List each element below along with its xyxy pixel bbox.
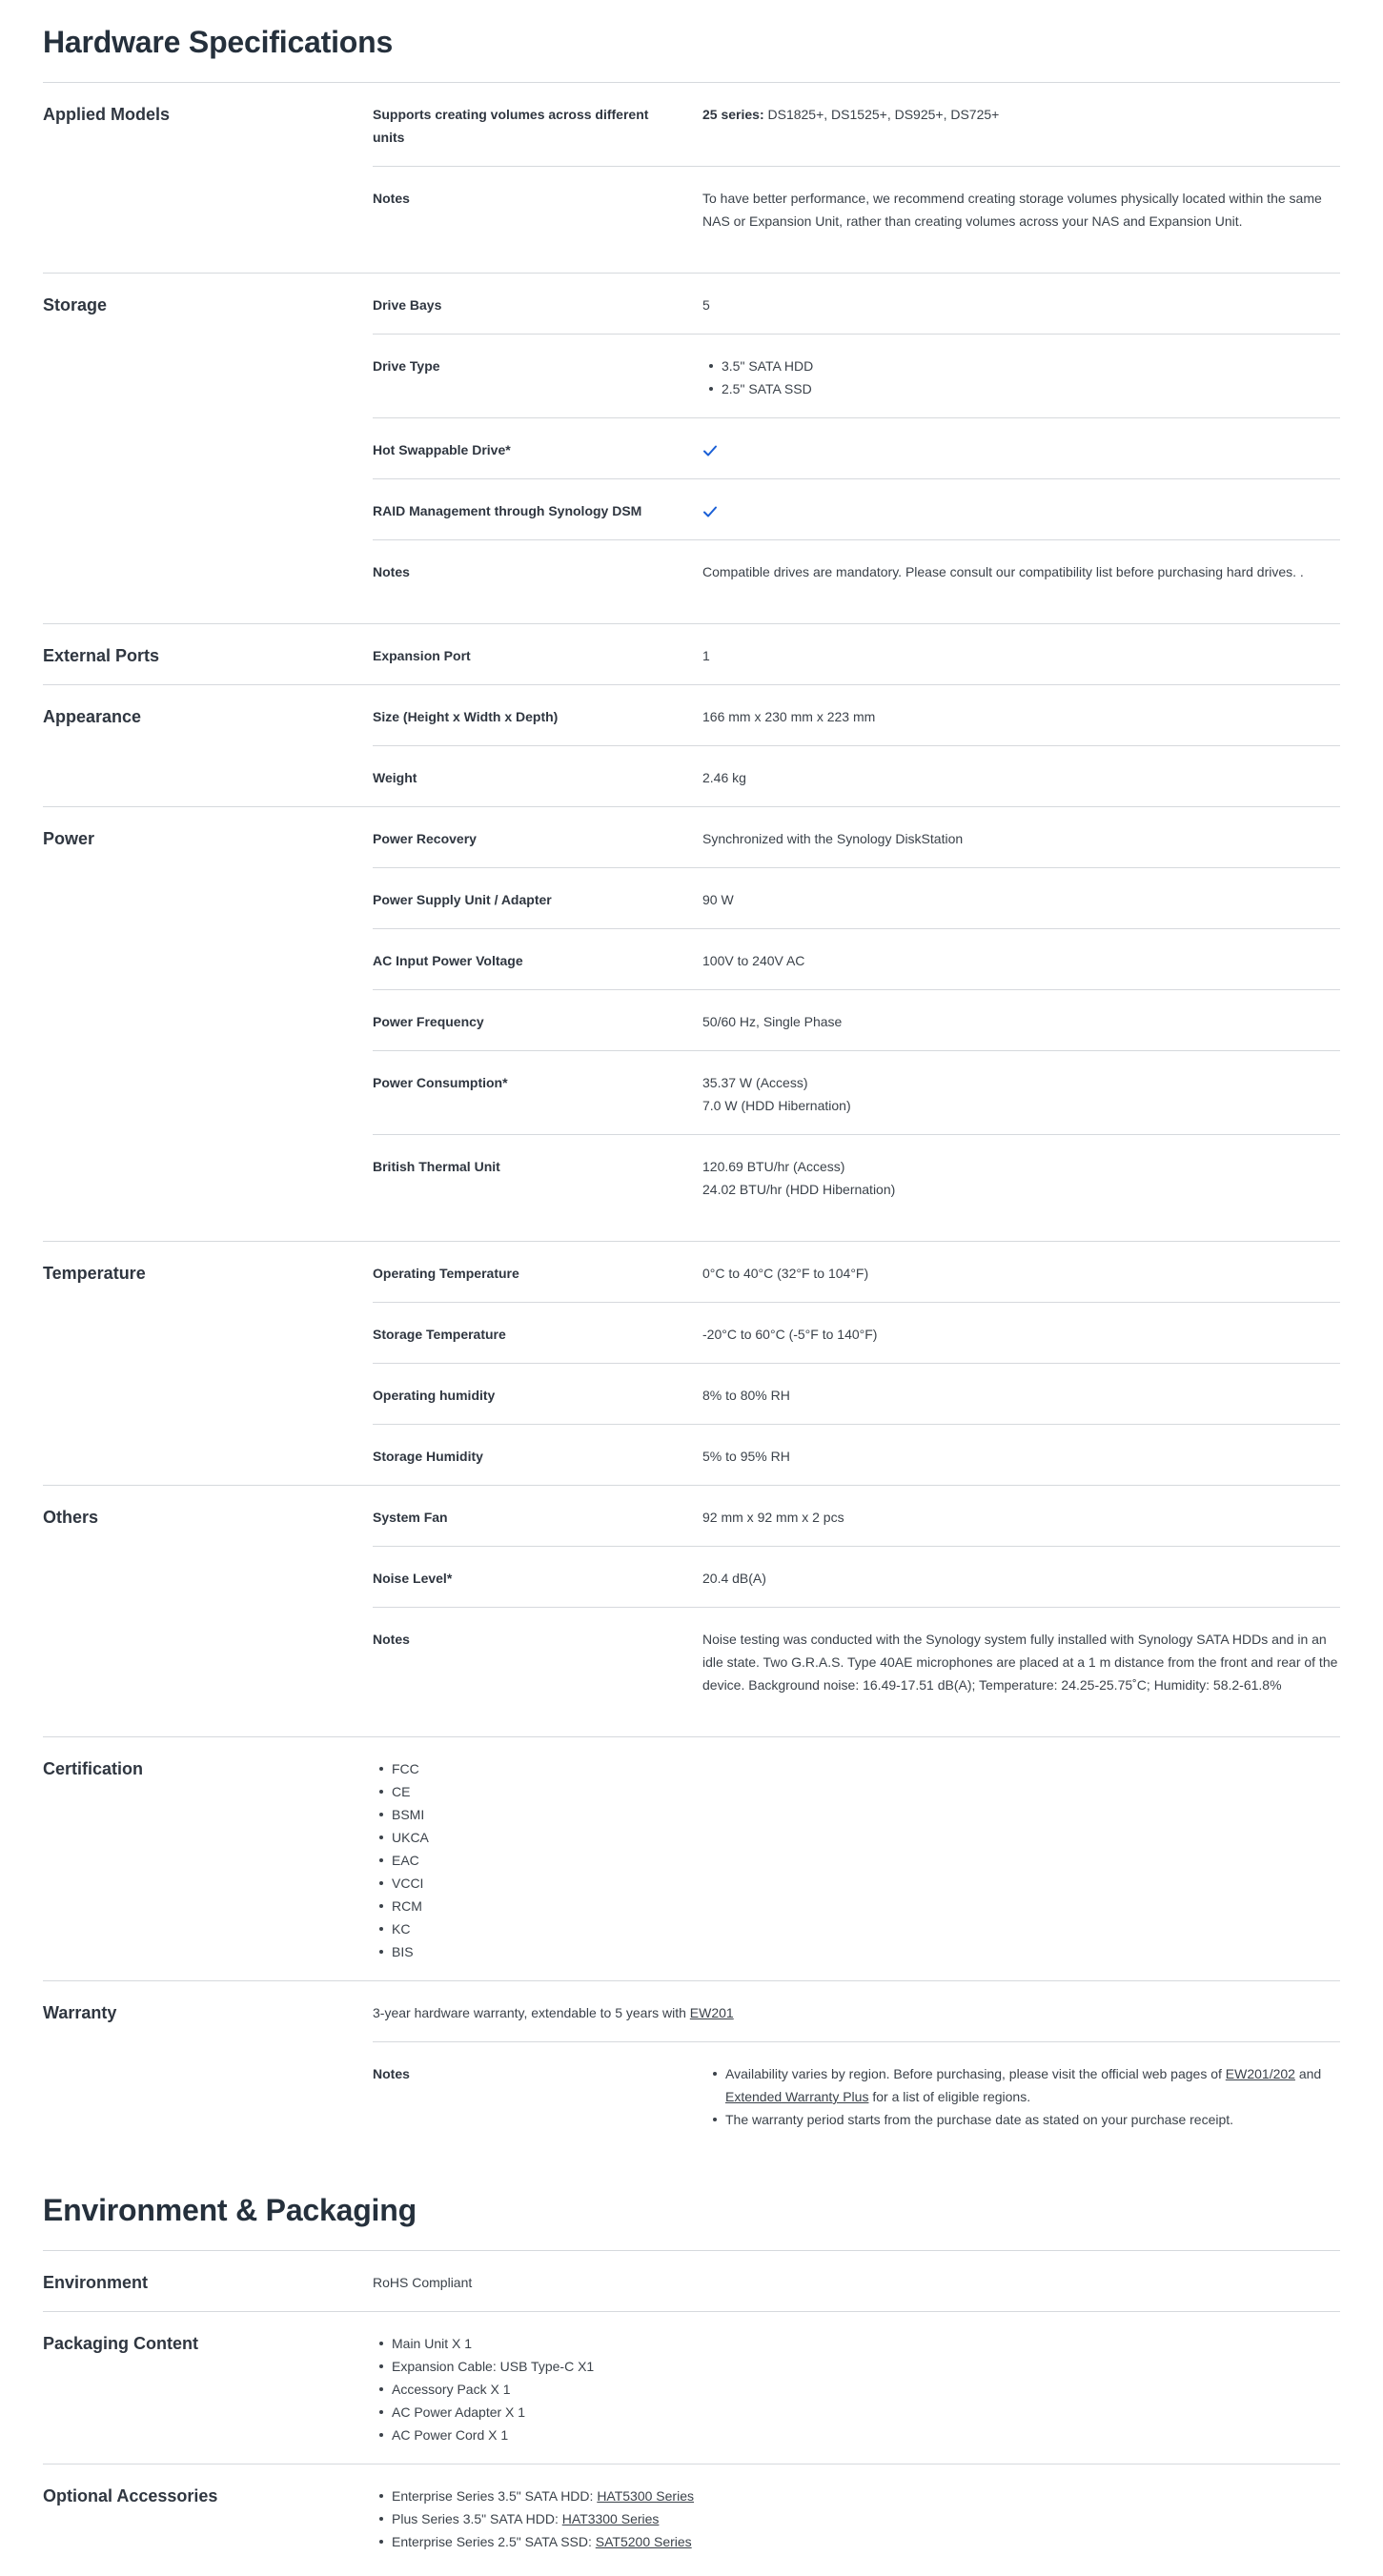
label-notes: Notes xyxy=(373,1632,410,1647)
value-ac-voltage: 100V to 240V AC xyxy=(702,953,805,968)
label-noise-level: Noise Level* xyxy=(373,1571,453,1586)
value-applied-notes: To have better performance, we recommend creating storage volumes physically located within the same NAS or Expansion Unit, rather than creating volumes across your NAS and Expansion Unit. xyxy=(702,191,1322,229)
category-packaging-content: Packaging Content xyxy=(43,2334,199,2353)
label-operating-temperature: Operating Temperature xyxy=(373,1266,519,1281)
category-external-ports: External Ports xyxy=(43,646,160,665)
value-warranty xyxy=(373,2001,1326,2024)
value-raid-management xyxy=(702,503,1351,526)
list-item: BIS xyxy=(392,1940,1326,1963)
list-item: BSMI xyxy=(392,1803,1326,1826)
list-item xyxy=(392,2530,1326,2553)
value-environment: RoHS Compliant xyxy=(373,2275,473,2290)
divider xyxy=(373,989,1340,990)
divider xyxy=(373,334,1340,335)
value-power-frequency: 50/60 Hz, Single Phase xyxy=(702,1014,843,1029)
value-size: 166 mm x 230 mm x 223 mm xyxy=(702,709,876,724)
environment-packaging-title: Environment & Packaging xyxy=(43,2193,417,2227)
label-drive-type: Drive Type xyxy=(373,358,440,374)
list-item: FCC xyxy=(392,1757,1326,1780)
divider xyxy=(373,1134,1340,1135)
category-warranty: Warranty xyxy=(43,2003,117,2022)
note-text: and xyxy=(1294,2066,1322,2081)
divider xyxy=(373,1607,1340,1608)
label-size: Size (Height x Width x Depth) xyxy=(373,709,559,724)
note-text: Availability varies by region. Before purchasing, please visit the official web pages of xyxy=(725,2066,1226,2081)
category-certification: Certification xyxy=(43,1759,144,1778)
list-item: Expansion Cable: USB Type-C X1 xyxy=(392,2355,1326,2378)
divider xyxy=(43,1485,1340,1486)
list-item: KC xyxy=(392,1917,1326,1940)
label-notes: Notes xyxy=(373,191,410,206)
series-label: 25 series: xyxy=(702,107,764,122)
label-notes: Notes xyxy=(373,2066,410,2081)
list-item xyxy=(392,2485,1326,2507)
value-operating-humidity: 8% to 80% RH xyxy=(702,1388,790,1403)
label-storage-temperature: Storage Temperature xyxy=(373,1327,506,1342)
divider xyxy=(43,1980,1340,1981)
value-operating-temperature: 0°C to 40°C (32°F to 104°F) xyxy=(702,1266,869,1281)
divider xyxy=(373,2041,1340,2042)
note-text: for a list of eligible regions. xyxy=(868,2089,1031,2104)
value-series xyxy=(702,103,1351,126)
value-storage-notes: Compatible drives are mandatory. Please consult our compatibility list before purchasing hard drives. . xyxy=(702,564,1304,579)
hat3300-series-link[interactable]: HAT3300 Series xyxy=(561,2511,660,2526)
value-btu xyxy=(702,1155,1351,1201)
divider xyxy=(43,2311,1340,2312)
value-drive-bays: 5 xyxy=(702,297,710,313)
divider xyxy=(43,82,1340,83)
label-power-consumption: Power Consumption* xyxy=(373,1075,508,1090)
divider xyxy=(373,745,1340,746)
list-item: AC Power Cord X 1 xyxy=(392,2424,1326,2446)
btu-access: 120.69 BTU/hr (Access) xyxy=(702,1159,845,1174)
checkmark-icon xyxy=(702,443,718,458)
value-storage-humidity: 5% to 95% RH xyxy=(702,1449,790,1464)
list-item: The warranty period starts from the purchase date as stated on your purchase receipt. xyxy=(725,2108,1354,2131)
divider xyxy=(43,1736,1340,1737)
warranty-text: 3-year hardware warranty, extendable to 5 years with xyxy=(373,2005,690,2020)
value-hot-swappable xyxy=(702,442,1351,465)
divider xyxy=(373,478,1340,479)
list-item: 2.5" SATA SSD xyxy=(722,377,1351,400)
divider xyxy=(373,539,1340,540)
list-item: VCCI xyxy=(392,1872,1326,1895)
divider xyxy=(43,684,1340,685)
value-warranty-notes xyxy=(706,2062,1354,2131)
label-drive-bays: Drive Bays xyxy=(373,297,442,313)
divider xyxy=(373,928,1340,929)
label-storage-humidity: Storage Humidity xyxy=(373,1449,483,1464)
ew201-link[interactable]: EW201 xyxy=(689,2005,734,2020)
consumption-hibernation: 7.0 W (HDD Hibernation) xyxy=(702,1098,851,1113)
category-environment: Environment xyxy=(43,2273,149,2292)
divider xyxy=(43,2250,1340,2251)
certification-list xyxy=(373,1757,1326,1963)
list-item: CE xyxy=(392,1780,1326,1803)
label-system-fan: System Fan xyxy=(373,1510,448,1525)
category-optional-accessories: Optional Accessories xyxy=(43,2486,218,2505)
label-ac-voltage: AC Input Power Voltage xyxy=(373,953,523,968)
value-weight: 2.46 kg xyxy=(702,770,746,785)
category-applied-models: Applied Models xyxy=(43,105,171,124)
category-temperature: Temperature xyxy=(43,1264,146,1283)
extended-warranty-plus-link[interactable]: Extended Warranty Plus xyxy=(725,2089,869,2104)
sat5200-series-link[interactable]: SAT5200 Series xyxy=(595,2534,692,2549)
list-item: RCM xyxy=(392,1895,1326,1917)
divider xyxy=(43,623,1340,624)
label-supports-volumes: Supports creating volumes across different units xyxy=(373,107,649,145)
value-noise-notes: Noise testing was conducted with the Synology system fully installed with Synology SATA HDDs and in an idle state. Two G.R.A.S. Type 40AE microphones are placed at a 1 m distance from the front and rear of the device. Background noise: 16.49-17.51 dB(A); Temperature: 24.25-25.75˚C; Humidity: 58.2-61.8% xyxy=(702,1632,1338,1693)
divider xyxy=(43,1241,1340,1242)
divider xyxy=(373,867,1340,868)
value-power-consumption xyxy=(702,1071,1351,1117)
consumption-access: 35.37 W (Access) xyxy=(702,1075,808,1090)
list-item: 3.5" SATA HDD xyxy=(722,355,1351,377)
value-psu: 90 W xyxy=(702,892,734,907)
value-storage-temperature: -20°C to 60°C (-5°F to 140°F) xyxy=(702,1327,878,1342)
btu-hibernation: 24.02 BTU/hr (HDD Hibernation) xyxy=(702,1182,896,1197)
list-item: UKCA xyxy=(392,1826,1326,1849)
label-btu: British Thermal Unit xyxy=(373,1159,500,1174)
category-power: Power xyxy=(43,829,95,848)
accessory-text: Enterprise Series 3.5" SATA HDD: xyxy=(392,2488,598,2504)
divider xyxy=(373,1546,1340,1547)
list-item: EAC xyxy=(392,1849,1326,1872)
divider xyxy=(373,1424,1340,1425)
label-expansion-port: Expansion Port xyxy=(373,648,471,663)
list-item xyxy=(725,2062,1354,2108)
divider xyxy=(373,1363,1340,1364)
divider xyxy=(43,273,1340,274)
divider xyxy=(373,417,1340,418)
divider xyxy=(373,166,1340,167)
list-item: Accessory Pack X 1 xyxy=(392,2378,1326,2401)
list-item: AC Power Adapter X 1 xyxy=(392,2401,1326,2424)
value-power-recovery: Synchronized with the Synology DiskStation xyxy=(702,831,964,846)
value-drive-type xyxy=(702,355,1351,400)
label-notes: Notes xyxy=(373,564,410,579)
category-storage: Storage xyxy=(43,295,108,314)
label-weight: Weight xyxy=(373,770,417,785)
value-system-fan: 92 mm x 92 mm x 2 pcs xyxy=(702,1510,844,1525)
series-models: DS1825+, DS1525+, DS925+, DS725+ xyxy=(767,107,1000,122)
category-others: Others xyxy=(43,1508,99,1527)
accessories-list xyxy=(373,2485,1326,2553)
ew201-202-link[interactable]: EW201/202 xyxy=(1225,2066,1295,2081)
label-hot-swappable: Hot Swappable Drive* xyxy=(373,442,511,457)
category-appearance: Appearance xyxy=(43,707,142,726)
label-psu: Power Supply Unit / Adapter xyxy=(373,892,552,907)
packaging-list xyxy=(373,2332,1326,2446)
divider xyxy=(373,1050,1340,1051)
accessory-text: Plus Series 3.5" SATA HDD: xyxy=(392,2511,562,2526)
value-noise-level: 20.4 dB(A) xyxy=(702,1571,766,1586)
label-raid-management: RAID Management through Synology DSM xyxy=(373,503,642,518)
divider xyxy=(373,1302,1340,1303)
value-expansion-port: 1 xyxy=(702,648,710,663)
accessory-text: Enterprise Series 2.5" SATA SSD: xyxy=(392,2534,596,2549)
checkmark-icon xyxy=(702,504,718,519)
hardware-specifications-title: Hardware Specifications xyxy=(43,25,394,59)
label-operating-humidity: Operating humidity xyxy=(373,1388,496,1403)
list-item xyxy=(392,2507,1326,2530)
label-power-recovery: Power Recovery xyxy=(373,831,477,846)
hat5300-series-link[interactable]: HAT5300 Series xyxy=(597,2488,694,2504)
list-item: Main Unit X 1 xyxy=(392,2332,1326,2355)
label-power-frequency: Power Frequency xyxy=(373,1014,484,1029)
divider xyxy=(43,806,1340,807)
